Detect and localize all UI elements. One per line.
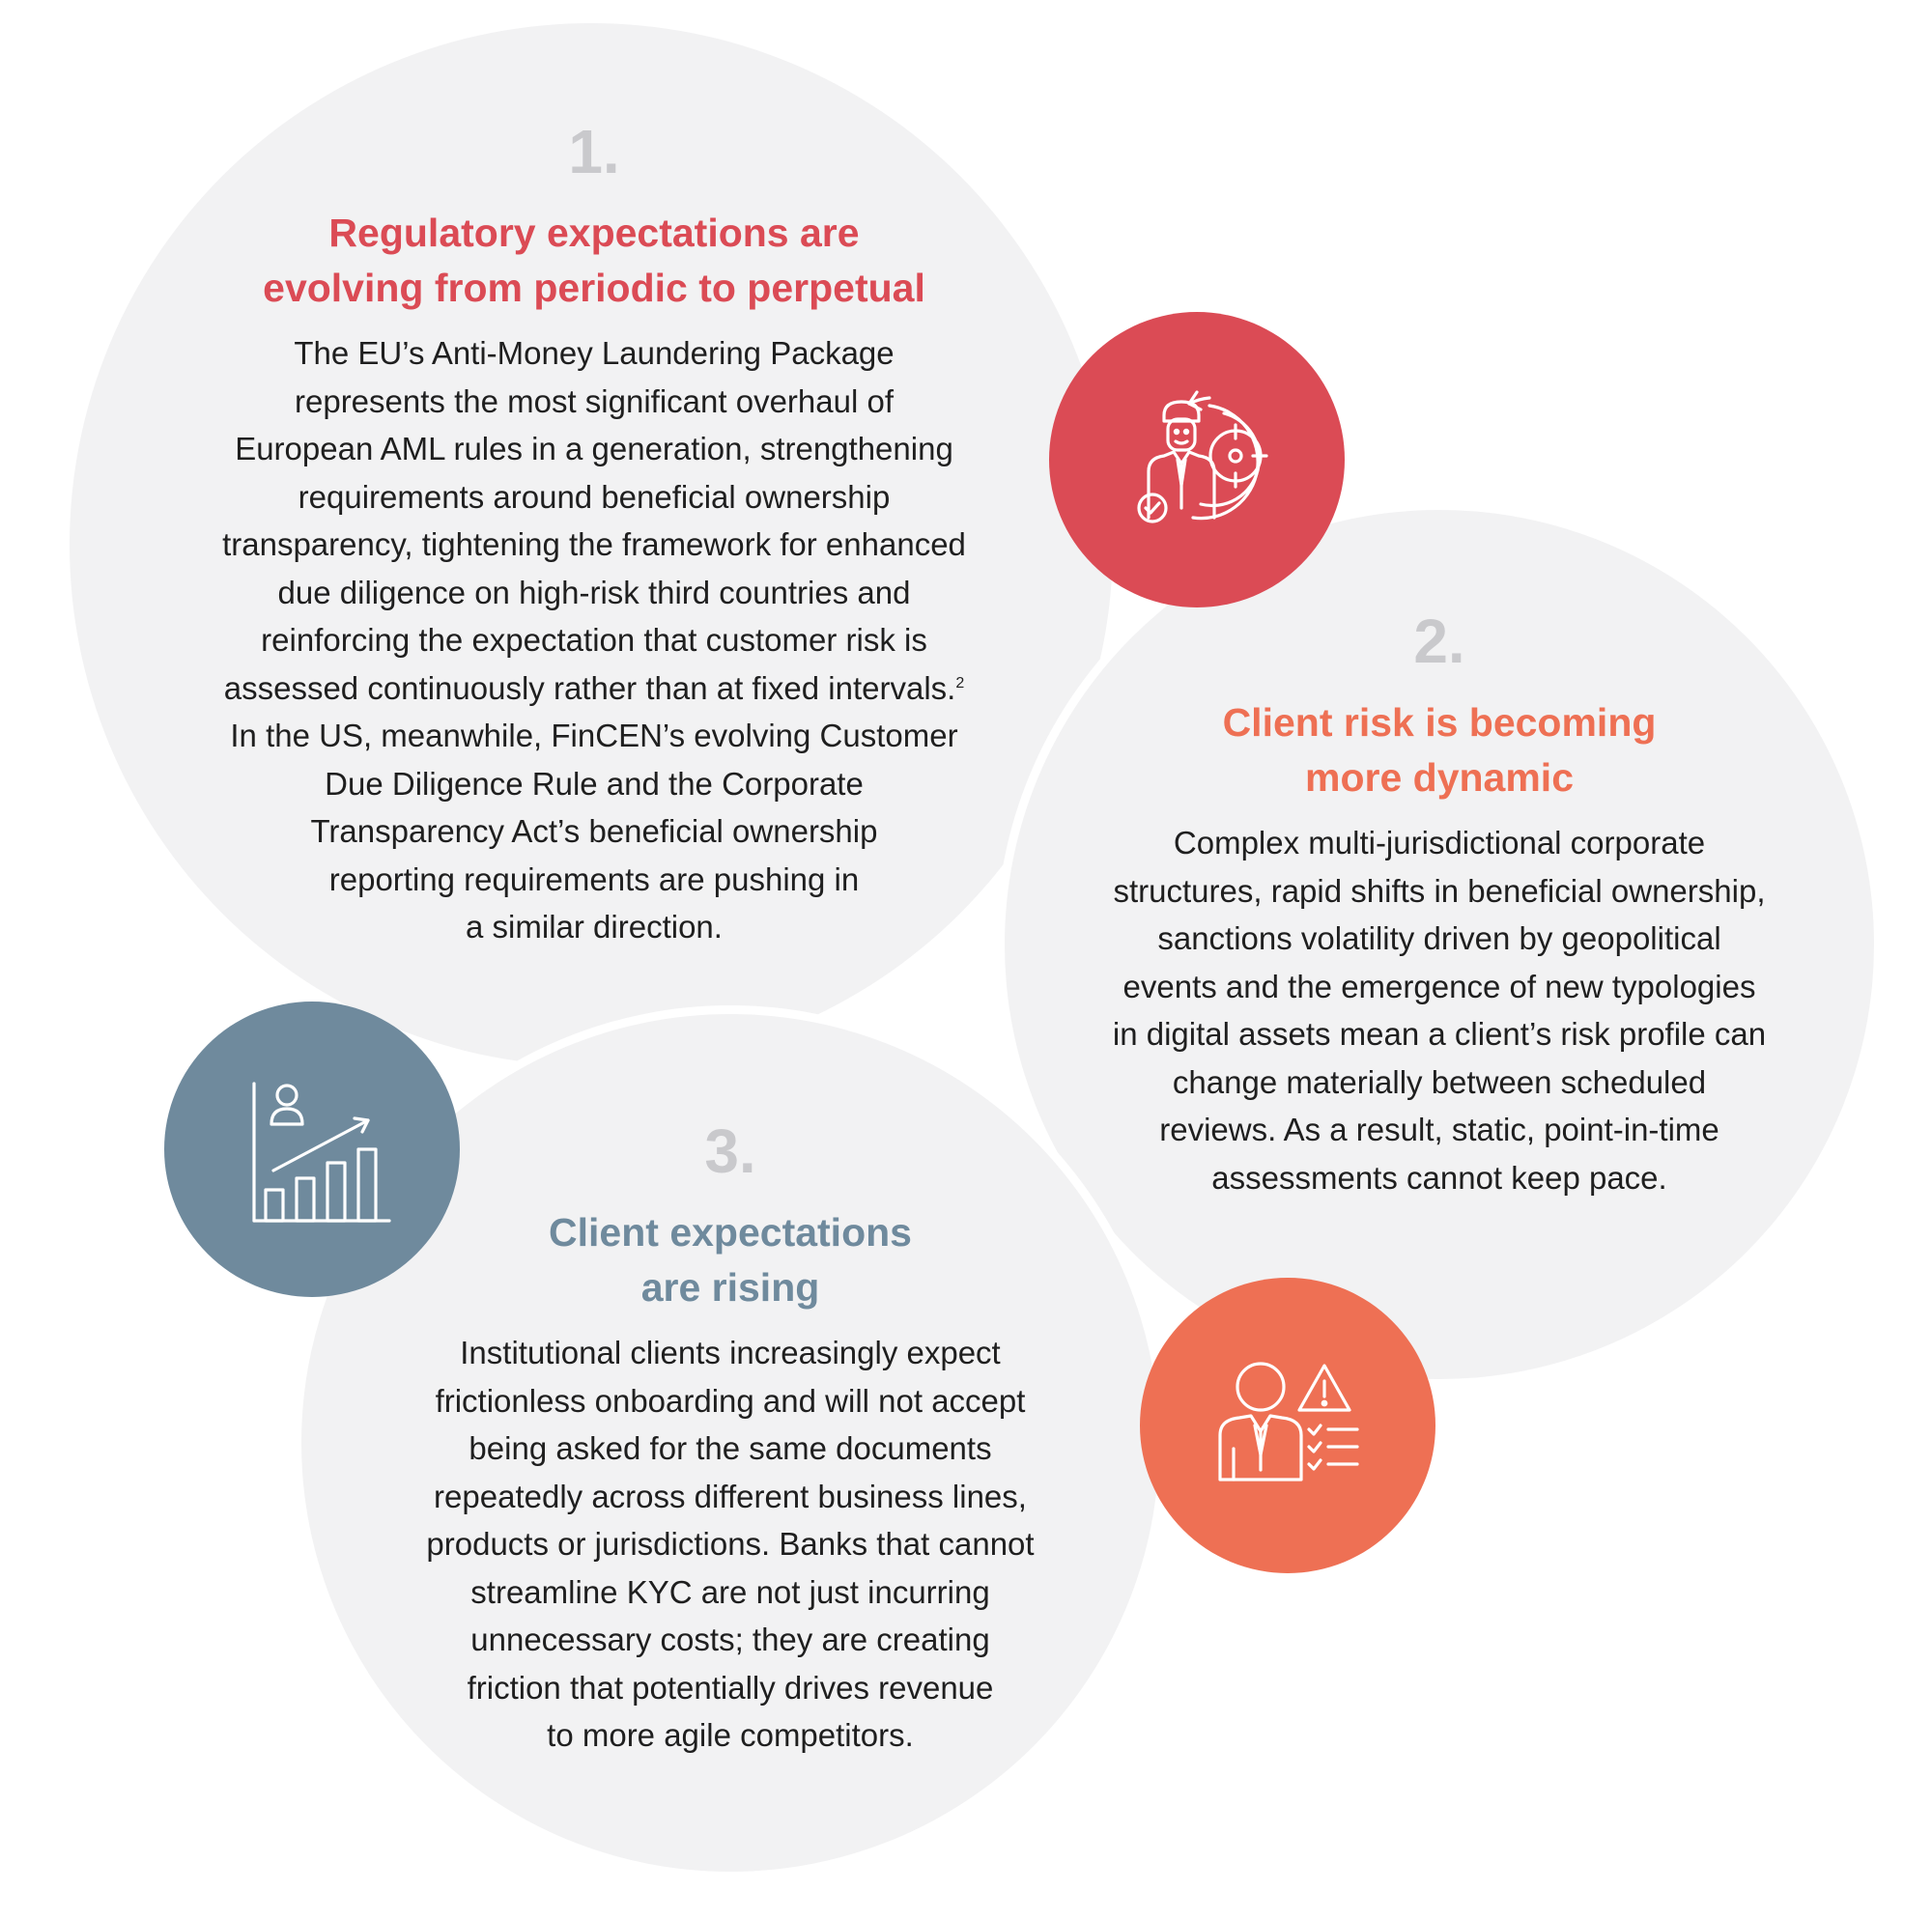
section-3-heading bbox=[338, 1205, 1122, 1315]
body-line-with-footnote bbox=[126, 664, 1063, 713]
section-3 bbox=[338, 1116, 1122, 1760]
body-line: assessments cannot keep pace. bbox=[1211, 1159, 1667, 1196]
body-line: repeatedly across different business lines, bbox=[434, 1478, 1027, 1514]
body-line: represents the most significant overhaul of bbox=[295, 382, 894, 419]
body-line: friction that potentially drives revenue bbox=[467, 1669, 994, 1706]
section-1-heading bbox=[126, 206, 1063, 316]
body-line: assessed continuously rather than at fixed intervals. bbox=[223, 669, 956, 706]
section-1-number: 1. bbox=[568, 117, 620, 186]
body-line: products or jurisdictions. Banks that cannot bbox=[426, 1526, 1035, 1562]
body-line: structures, rapid shifts in beneficial ownership, bbox=[1113, 872, 1766, 909]
section-3-body bbox=[338, 1329, 1122, 1760]
body-line: transparency, tightening the framework for enhanced bbox=[222, 526, 966, 562]
body-line: a similar direction. bbox=[466, 909, 723, 945]
body-line: In the US, meanwhile, FinCEN’s evolving Customer bbox=[230, 718, 958, 753]
section-2-number: 2. bbox=[1413, 607, 1465, 676]
body-line: in digital assets mean a client’s risk profile can bbox=[1112, 1016, 1767, 1052]
section-1-heading-line: evolving from periodic to perpetual bbox=[263, 266, 925, 310]
body-line: reviews. As a result, static, point-in-time bbox=[1159, 1112, 1719, 1147]
body-line: change materially between scheduled bbox=[1172, 1063, 1707, 1100]
section-2-body bbox=[1024, 819, 1855, 1201]
section-1 bbox=[126, 117, 1063, 951]
client-risk-warning-icon bbox=[1140, 1278, 1435, 1573]
section-2 bbox=[1024, 607, 1855, 1201]
body-line: Transparency Act’s beneficial ownership bbox=[310, 813, 878, 849]
body-line: Due Diligence Rule and the Corporate bbox=[325, 765, 864, 802]
section-1-heading-line: Regulatory expectations are bbox=[328, 211, 860, 255]
section-3-number: 3. bbox=[704, 1116, 756, 1186]
section-3-heading-line: Client expectations bbox=[549, 1210, 912, 1255]
body-line: reporting requirements are pushing in bbox=[328, 861, 860, 897]
body-line: frictionless onboarding and will not accept bbox=[435, 1382, 1026, 1419]
body-line: events and the emergence of new typologies bbox=[1122, 968, 1756, 1004]
footnote-ref[interactable]: 2 bbox=[955, 674, 965, 691]
body-line: European AML rules in a generation, strengthening bbox=[235, 431, 953, 466]
body-line: reinforcing the expectation that customer risk is bbox=[261, 622, 927, 658]
growth-chart-icon bbox=[164, 1002, 460, 1297]
section-1-body bbox=[126, 329, 1063, 951]
body-line: Institutional clients increasingly expect bbox=[460, 1335, 1001, 1370]
section-3-heading-line: are rising bbox=[640, 1265, 820, 1310]
body-line: due diligence on high-risk third countries and bbox=[277, 574, 911, 610]
section-2-heading-line: Client risk is becoming bbox=[1222, 700, 1657, 745]
body-line: streamline KYC are not just incurring bbox=[470, 1573, 990, 1610]
body-line: Complex multi-jurisdictional corporate bbox=[1173, 825, 1706, 861]
section-2-heading-line: more dynamic bbox=[1305, 755, 1574, 800]
advisor-clock-icon bbox=[1049, 312, 1345, 607]
body-line: sanctions volatility driven by geopolitical bbox=[1157, 920, 1721, 956]
body-line: being asked for the same documents bbox=[469, 1430, 992, 1466]
body-line: unnecessary costs; they are creating bbox=[470, 1622, 990, 1657]
section-2-heading bbox=[1024, 695, 1855, 805]
body-line: to more agile competitors. bbox=[547, 1717, 914, 1753]
body-line: requirements around beneficial ownership bbox=[298, 478, 891, 515]
body-line: The EU’s Anti-Money Laundering Package bbox=[294, 335, 895, 371]
